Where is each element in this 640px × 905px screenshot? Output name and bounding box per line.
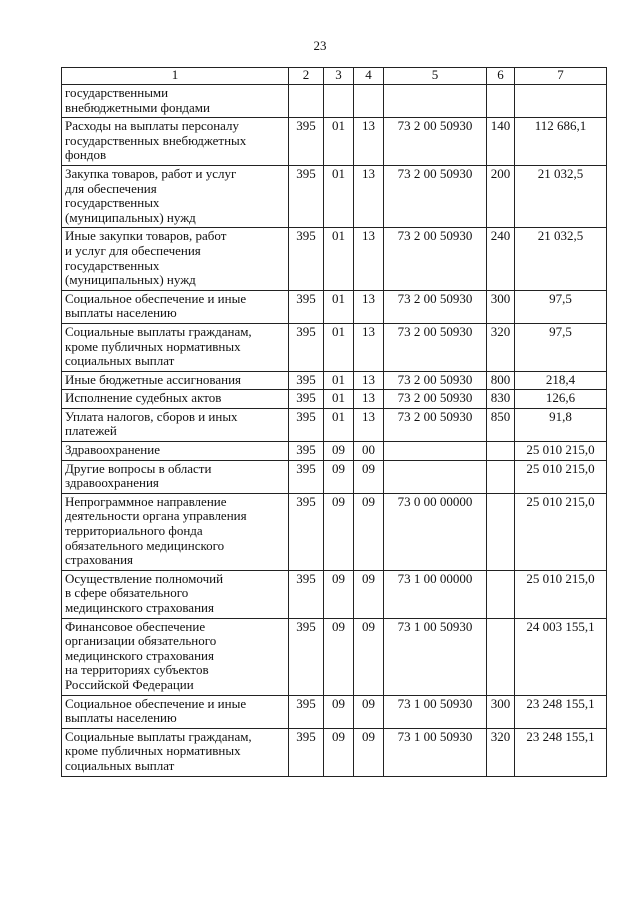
row-name-cell: Непрограммное направление деятельности органа управления территориального фонда обязательного медицинского страхования — [62, 493, 289, 570]
row-sum-cell: 97,5 — [515, 290, 607, 323]
table-row — [62, 408, 607, 441]
row-rz-cell: 09 — [324, 460, 354, 493]
row-name-cell: Социальные выплаты гражданам, кроме публичных нормативных социальных выплат — [62, 323, 289, 371]
row-rz-cell: 09 — [324, 493, 354, 570]
table-row — [62, 460, 607, 493]
row-rz-cell — [324, 85, 354, 118]
row-gr-cell: 395 — [289, 228, 324, 290]
table-row — [62, 85, 607, 118]
row-gr-cell: 395 — [289, 442, 324, 461]
row-rz-cell: 01 — [324, 323, 354, 371]
row-vr-cell: 300 — [487, 695, 515, 728]
row-rz-cell: 09 — [324, 728, 354, 776]
row-csr-cell: 73 2 00 50930 — [384, 228, 487, 290]
row-gr-cell: 395 — [289, 728, 324, 776]
row-sum-cell: 112 686,1 — [515, 118, 607, 166]
row-pr-cell: 13 — [354, 390, 384, 409]
table-row — [62, 290, 607, 323]
row-vr-cell — [487, 570, 515, 618]
row-vr-cell: 320 — [487, 728, 515, 776]
row-name-cell: Финансовое обеспечение организации обязательного медицинского страхования на территориях субъектов Российской Федерации — [62, 618, 289, 695]
table-row — [62, 323, 607, 371]
page-number: 23 — [313, 38, 327, 53]
row-name-cell: государственными внебюджетными фондами — [62, 85, 289, 118]
row-pr-cell: 13 — [354, 228, 384, 290]
row-gr-cell: 395 — [289, 570, 324, 618]
row-name-cell: Социальное обеспечение и иные выплаты населению — [62, 695, 289, 728]
row-csr-cell: 73 2 00 50930 — [384, 408, 487, 441]
table-row — [62, 570, 607, 618]
row-csr-cell: 73 2 00 50930 — [384, 323, 487, 371]
row-gr-cell: 395 — [289, 408, 324, 441]
row-vr-cell — [487, 460, 515, 493]
row-gr-cell: 395 — [289, 695, 324, 728]
row-pr-cell: 13 — [354, 371, 384, 390]
row-vr-cell — [487, 618, 515, 695]
table-row — [62, 442, 607, 461]
row-rz-cell: 01 — [324, 290, 354, 323]
row-csr-cell: 73 2 00 50930 — [384, 165, 487, 227]
row-vr-cell: 300 — [487, 290, 515, 323]
row-gr-cell: 395 — [289, 371, 324, 390]
table-body — [62, 85, 607, 777]
row-vr-cell: 850 — [487, 408, 515, 441]
table-row — [62, 371, 607, 390]
row-pr-cell: 09 — [354, 695, 384, 728]
row-vr-cell: 140 — [487, 118, 515, 166]
row-rz-cell: 01 — [324, 371, 354, 390]
row-rz-cell: 01 — [324, 118, 354, 166]
row-vr-cell: 800 — [487, 371, 515, 390]
row-csr-cell: 73 1 00 00000 — [384, 570, 487, 618]
table-row — [62, 228, 607, 290]
row-pr-cell: 13 — [354, 165, 384, 227]
row-sum-cell: 23 248 155,1 — [515, 695, 607, 728]
row-rz-cell: 01 — [324, 408, 354, 441]
table-row — [62, 493, 607, 570]
column-header-vr: 6 — [487, 68, 515, 85]
row-pr-cell: 09 — [354, 570, 384, 618]
column-header-rz: 3 — [324, 68, 354, 85]
row-vr-cell: 200 — [487, 165, 515, 227]
row-vr-cell: 830 — [487, 390, 515, 409]
column-header-pr: 4 — [354, 68, 384, 85]
row-sum-cell: 25 010 215,0 — [515, 460, 607, 493]
row-pr-cell: 09 — [354, 618, 384, 695]
table-row — [62, 390, 607, 409]
table-row — [62, 118, 607, 166]
row-csr-cell: 73 1 00 50930 — [384, 695, 487, 728]
row-rz-cell: 09 — [324, 442, 354, 461]
row-rz-cell: 01 — [324, 390, 354, 409]
row-sum-cell — [515, 85, 607, 118]
row-pr-cell: 13 — [354, 290, 384, 323]
row-name-cell: Иные закупки товаров, работ и услуг для обеспечения государственных (муниципальных) нужд — [62, 228, 289, 290]
budget-table — [61, 67, 607, 777]
row-vr-cell: 240 — [487, 228, 515, 290]
header-row — [62, 68, 607, 85]
column-header-gr: 2 — [289, 68, 324, 85]
row-rz-cell: 09 — [324, 618, 354, 695]
table-row — [62, 728, 607, 776]
row-name-cell: Закупка товаров, работ и услуг для обеспечения государственных (муниципальных) нужд — [62, 165, 289, 227]
row-vr-cell — [487, 442, 515, 461]
row-name-cell: Уплата налогов, сборов и иных платежей — [62, 408, 289, 441]
row-rz-cell: 09 — [324, 570, 354, 618]
row-sum-cell: 21 032,5 — [515, 165, 607, 227]
row-sum-cell: 97,5 — [515, 323, 607, 371]
row-gr-cell: 395 — [289, 323, 324, 371]
row-csr-cell: 73 1 00 50930 — [384, 728, 487, 776]
row-pr-cell: 13 — [354, 323, 384, 371]
row-sum-cell: 91,8 — [515, 408, 607, 441]
row-name-cell: Здравоохранение — [62, 442, 289, 461]
row-sum-cell: 126,6 — [515, 390, 607, 409]
row-csr-cell — [384, 442, 487, 461]
row-name-cell: Расходы на выплаты персоналу государственных внебюджетных фондов — [62, 118, 289, 166]
row-csr-cell: 73 2 00 50930 — [384, 371, 487, 390]
row-name-cell: Исполнение судебных актов — [62, 390, 289, 409]
row-pr-cell: 13 — [354, 408, 384, 441]
row-gr-cell: 395 — [289, 618, 324, 695]
row-name-cell: Другие вопросы в области здравоохранения — [62, 460, 289, 493]
row-gr-cell: 395 — [289, 390, 324, 409]
column-header-name: 1 — [62, 68, 289, 85]
row-pr-cell: 09 — [354, 460, 384, 493]
row-csr-cell: 73 1 00 50930 — [384, 618, 487, 695]
column-header-sum: 7 — [515, 68, 607, 85]
column-header-csr: 5 — [384, 68, 487, 85]
row-csr-cell: 73 2 00 50930 — [384, 290, 487, 323]
row-sum-cell: 25 010 215,0 — [515, 570, 607, 618]
row-sum-cell: 23 248 155,1 — [515, 728, 607, 776]
row-csr-cell: 73 0 00 00000 — [384, 493, 487, 570]
row-name-cell: Социальное обеспечение и иные выплаты населению — [62, 290, 289, 323]
row-gr-cell: 395 — [289, 290, 324, 323]
row-pr-cell — [354, 85, 384, 118]
row-csr-cell — [384, 460, 487, 493]
row-sum-cell: 25 010 215,0 — [515, 442, 607, 461]
row-sum-cell: 21 032,5 — [515, 228, 607, 290]
row-vr-cell — [487, 85, 515, 118]
row-rz-cell: 01 — [324, 228, 354, 290]
row-gr-cell: 395 — [289, 493, 324, 570]
row-gr-cell: 395 — [289, 460, 324, 493]
row-name-cell: Иные бюджетные ассигнования — [62, 371, 289, 390]
row-gr-cell: 395 — [289, 165, 324, 227]
row-csr-cell: 73 2 00 50930 — [384, 390, 487, 409]
row-gr-cell — [289, 85, 324, 118]
row-csr-cell — [384, 85, 487, 118]
row-pr-cell: 13 — [354, 118, 384, 166]
row-gr-cell: 395 — [289, 118, 324, 166]
table-row — [62, 618, 607, 695]
row-pr-cell: 09 — [354, 728, 384, 776]
row-name-cell: Осуществление полномочий в сфере обязательного медицинского страхования — [62, 570, 289, 618]
row-rz-cell: 01 — [324, 165, 354, 227]
row-csr-cell: 73 2 00 50930 — [384, 118, 487, 166]
row-vr-cell — [487, 493, 515, 570]
row-rz-cell: 09 — [324, 695, 354, 728]
table-row — [62, 165, 607, 227]
row-name-cell: Социальные выплаты гражданам, кроме публичных нормативных социальных выплат — [62, 728, 289, 776]
row-sum-cell: 25 010 215,0 — [515, 493, 607, 570]
row-vr-cell: 320 — [487, 323, 515, 371]
row-pr-cell: 00 — [354, 442, 384, 461]
row-sum-cell: 24 003 155,1 — [515, 618, 607, 695]
table-row — [62, 695, 607, 728]
row-pr-cell: 09 — [354, 493, 384, 570]
row-sum-cell: 218,4 — [515, 371, 607, 390]
